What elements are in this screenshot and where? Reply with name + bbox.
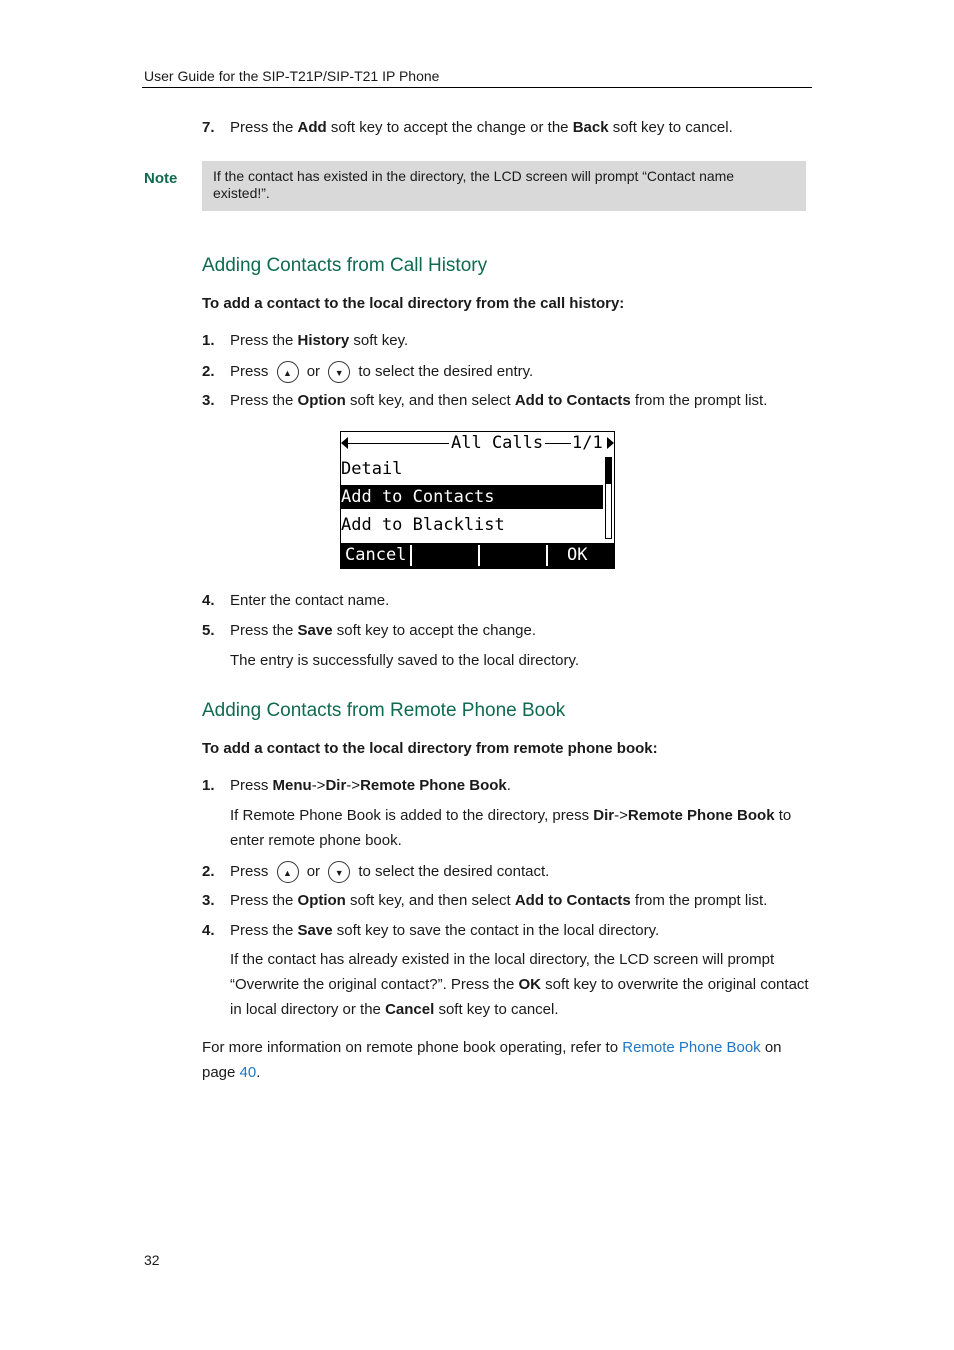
step-text: to select the desired contact. — [358, 862, 550, 880]
lcd-softkey-bar — [341, 543, 614, 568]
lcd-cancel-softkey: Cancel — [345, 545, 407, 565]
lcd-menu-item-add-to-contacts: Add to Contacts — [341, 485, 603, 509]
step-text: soft key to overwrite the original contact in local directory or the — [230, 976, 809, 1018]
dir-label: Dir — [593, 807, 615, 824]
down-key-icon: ▼ — [328, 861, 350, 883]
step-4-note — [230, 947, 810, 1022]
lcd-title: All Calls — [451, 433, 544, 453]
procedure-title: To add a contact to the local directory from the call history: — [202, 295, 625, 312]
procedure-title: To add a contact to the local directory from remote phone book: — [202, 740, 658, 757]
remote-phone-book-label: Remote Phone Book — [627, 807, 775, 824]
dir-label: Dir — [325, 777, 347, 794]
step-text: soft key to cancel. — [608, 119, 733, 136]
step-number: 2. — [202, 862, 215, 880]
step-1-note — [230, 803, 810, 853]
step-text: soft key to accept the change. — [332, 622, 537, 639]
step-text: -> — [346, 777, 361, 794]
remote-phone-book-link[interactable]: Remote Phone Book — [622, 1039, 761, 1056]
paragraph-text: . — [256, 1064, 261, 1081]
step-1 — [202, 776, 511, 796]
option-softkey-label: Option — [297, 892, 346, 909]
step-text: Press the — [230, 392, 298, 409]
note-label: Note — [144, 170, 178, 187]
step-number: 3. — [202, 392, 215, 409]
step-text: Press — [230, 362, 269, 380]
step-number: 1. — [202, 777, 215, 794]
step-text: from the prompt list. — [630, 392, 768, 409]
menu-label: Menu — [272, 777, 312, 794]
step-text: soft key to save the contact in the local directory. — [332, 922, 660, 939]
lcd-screenshot — [340, 431, 615, 569]
ok-softkey-label: OK — [518, 976, 541, 993]
down-key-icon: ▼ — [328, 361, 350, 383]
section-heading-call-history: Adding Contacts from Call History — [202, 255, 488, 276]
lcd-ok-softkey: OK — [567, 545, 588, 565]
step-text: If Remote Phone Book is added to the directory, press — [230, 807, 594, 824]
step-text: from the prompt list. — [630, 892, 768, 909]
softkey-divider — [410, 545, 412, 566]
step-text: or — [306, 362, 321, 380]
save-softkey-label: Save — [297, 622, 333, 639]
note-text: If the contact has existed in the directory, the LCD screen will prompt “Contact name existed!”. — [213, 168, 735, 201]
step-text: or — [306, 862, 321, 880]
step-number: 1. — [202, 332, 215, 349]
step-text: to enter remote phone book. — [230, 807, 792, 849]
up-key-icon: ▲ — [277, 361, 299, 383]
softkey-divider — [478, 545, 480, 566]
step-3 — [202, 391, 767, 411]
step-text: Press the — [230, 119, 298, 136]
step-text: soft key, and then select — [345, 892, 515, 909]
step-1 — [202, 331, 408, 351]
step-number: 7. — [202, 119, 215, 136]
step-text: Press the — [230, 332, 298, 349]
add-to-contacts-label: Add to Contacts — [514, 392, 631, 409]
step-text: soft key. — [349, 332, 409, 349]
softkey-divider — [546, 545, 548, 566]
step-text: . — [506, 777, 511, 794]
lcd-page-indicator: 1/1 — [572, 433, 603, 453]
step-number: 5. — [202, 622, 215, 639]
lcd-menu-item-add-to-blacklist: Add to Blacklist — [341, 515, 505, 535]
option-softkey-label: Option — [297, 392, 346, 409]
step-text: Enter the contact name. — [230, 592, 390, 609]
step-result: The entry is successfully saved to the local directory. — [230, 652, 580, 669]
step-3 — [202, 891, 767, 911]
step-number: 3. — [202, 892, 215, 909]
header-title: User Guide for the SIP-T21P/SIP-T21 IP Phone — [144, 68, 440, 84]
section-heading-remote-phone-book: Adding Contacts from Remote Phone Book — [202, 700, 566, 721]
page-number: 32 — [144, 1252, 160, 1268]
step-text: soft key to accept the change or the — [326, 119, 573, 136]
save-softkey-label: Save — [297, 922, 333, 939]
add-to-contacts-label: Add to Contacts — [514, 892, 631, 909]
page-40-link[interactable]: 40 — [239, 1064, 257, 1081]
step-text: -> — [614, 807, 628, 824]
header-rule — [142, 87, 812, 88]
history-softkey-label: History — [297, 332, 350, 349]
more-info-paragraph — [202, 1035, 810, 1085]
step-text: If the contact has already existed in the local directory, the LCD screen will prompt “Overwrite the original contact?”. Press the — [230, 951, 775, 993]
right-arrow-icon — [607, 437, 614, 449]
step-text: Press — [230, 777, 273, 794]
lcd-titlebar — [341, 432, 614, 456]
step-text: Press the — [230, 922, 298, 939]
step-2 — [202, 861, 549, 883]
step-text: to select the desired entry. — [358, 362, 534, 380]
step-number: 4. — [202, 592, 215, 609]
step-text: Press — [230, 862, 269, 880]
step-5 — [202, 621, 536, 641]
remote-phone-book-label: Remote Phone Book — [360, 777, 507, 794]
cancel-softkey-label: Cancel — [385, 1001, 435, 1018]
step-number: 4. — [202, 922, 215, 939]
step-text: -> — [311, 777, 326, 794]
paragraph-text: For more information on remote phone book operating, refer to — [202, 1039, 623, 1056]
step-4 — [202, 921, 659, 941]
step-2 — [202, 361, 533, 383]
lcd-menu-item-detail: Detail — [341, 459, 403, 479]
step-text: Press the — [230, 892, 298, 909]
back-softkey-label: Back — [572, 119, 609, 136]
add-softkey-label: Add — [297, 119, 327, 136]
up-key-icon: ▲ — [277, 861, 299, 883]
paragraph-text: on page — [202, 1039, 782, 1081]
step-text: soft key, and then select — [345, 392, 515, 409]
step-7 — [202, 118, 733, 138]
step-4 — [202, 591, 389, 611]
lcd-scrollbar — [605, 457, 612, 539]
step-text: soft key to cancel. — [434, 1001, 559, 1018]
step-number: 2. — [202, 362, 215, 380]
lcd-scrollbar-thumb — [606, 458, 611, 484]
step-text: Press the — [230, 622, 298, 639]
